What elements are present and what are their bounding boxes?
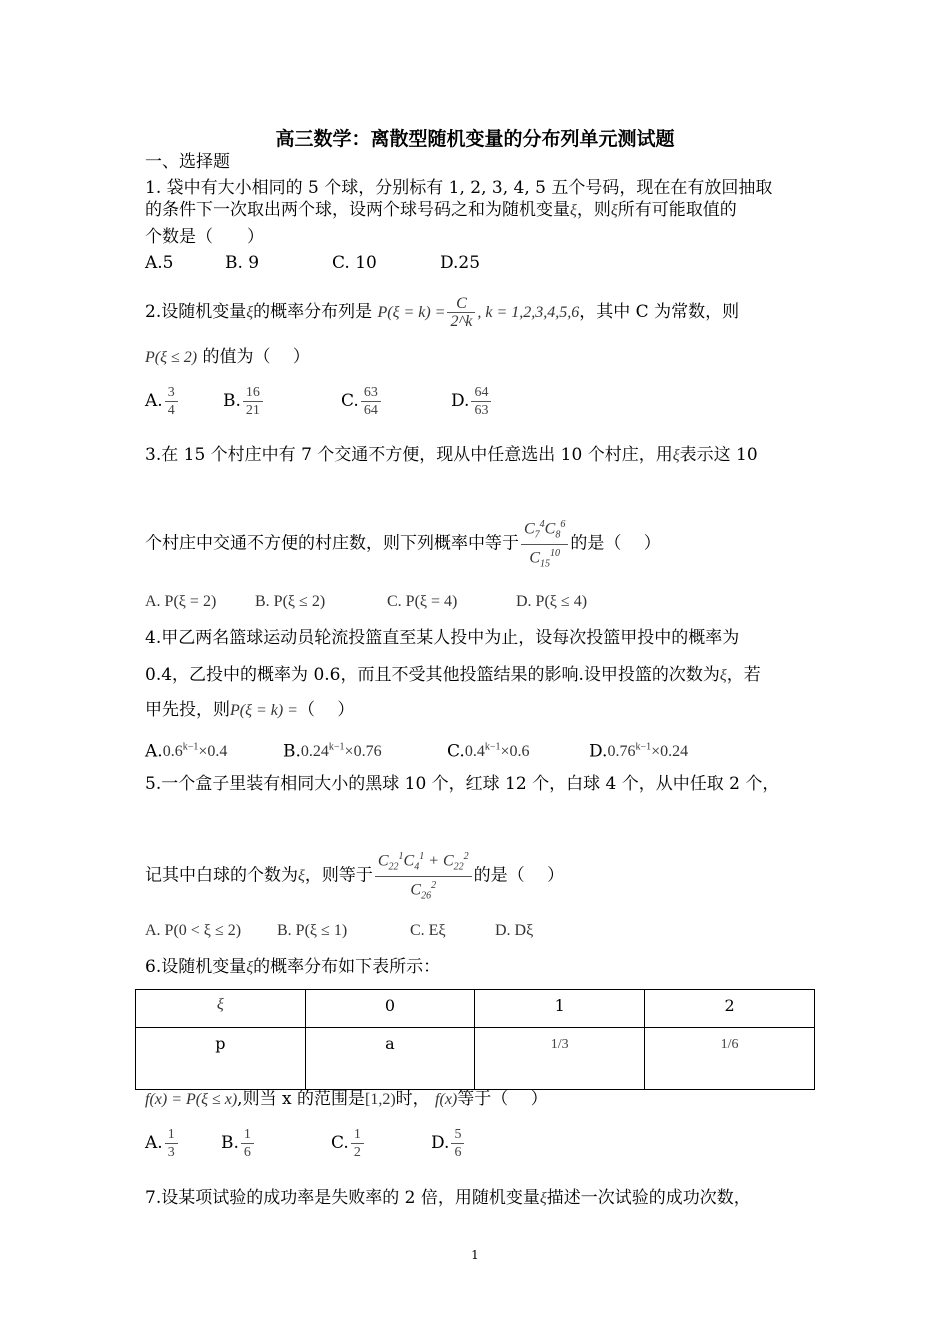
q4-option-a: $A.0.6^{k-1}\times 0.4$ <box>145 741 228 762</box>
q2-line2: P(ξ ≤ 2) 的值为（ ） <box>145 347 310 367</box>
q1-line1: 1. 袋中有大小相同的 5 个球，分别标有 1, 2, 3, 4, 5 五个号码，现在在有放回抽取 <box>145 178 773 198</box>
table-cell: a <box>305 1028 475 1090</box>
q3-option-d: D. P(ξ ≤ 4) <box>516 593 588 610</box>
q3-options <box>145 589 587 614</box>
q3-line2: 个村庄中交通不方便的村庄数，则下列概率中等于 $\frac{C_7^4C_8^6}{C_{15}^{10}}$ 的是（ ） <box>145 516 661 572</box>
table-row <box>136 1028 815 1090</box>
q2-fraction: $\frac{C}{2\^{}k}$ <box>447 295 475 330</box>
q5-line1: 5.一个盒子里装有相同大小的黑球 10 个，红球 12 个，白球 4 个，从中任取 2 个， <box>145 774 780 794</box>
q1-line3: 个数是（ ） <box>145 227 264 247</box>
q2-option-b: B. $\frac{16}{21}$ <box>223 384 341 419</box>
table-cell: p <box>136 1028 306 1090</box>
q2-option-d: D. $\frac{64}{63}$ <box>451 384 493 419</box>
table-cell: 2 <box>645 990 815 1028</box>
page-number: 1 <box>471 1248 479 1262</box>
q5-options <box>145 918 533 943</box>
q1-line2: 的条件下一次取出两个球，设两个球号码之和为随机变量ξ，则ξ所有可能取值的 <box>145 200 737 220</box>
q2-options <box>145 384 493 419</box>
q4-option-b: $B.0.24^{k-1}\times 0.76$ <box>283 741 382 762</box>
table-cell: 0 <box>305 990 475 1028</box>
q5-option-b: B. P(ξ ≤ 1) <box>277 922 348 939</box>
q1-options <box>145 251 480 275</box>
q6-option-b: B. $\frac{1}{6}$ <box>221 1126 331 1161</box>
q3-line1: 3.在 15 个村庄中有 7 个交通不方便，现从中任意选出 10 个村庄，用ξ表示这 10 <box>145 445 758 465</box>
q2-option-c: C. $\frac{63}{64}$ <box>341 384 451 419</box>
q5-option-a: A. P(0 < ξ ≤ 2) <box>145 922 242 939</box>
q5-line2: 记其中白球的个数为ξ，则等于 $\frac{C_{22}^1C_4^1 + C_{22}^2}{C_{26}^2}$ 的是（ ） <box>145 848 564 904</box>
q4-options <box>145 736 688 764</box>
table-cell: 1 <box>475 990 645 1028</box>
q3-option-b: B. P(ξ ≤ 2) <box>255 593 326 610</box>
q6-option-a: A. $\frac{1}{3}$ <box>145 1126 221 1161</box>
q6-options <box>145 1126 466 1161</box>
q1-option-a: A.5 <box>145 253 174 273</box>
table-header-row <box>136 990 815 1028</box>
distribution-table <box>135 989 815 1090</box>
q4-line3: 甲先投，则P(ξ = k) =（ ） <box>145 700 355 720</box>
q5-combination-fraction: $\frac{C_{22}^1C_4^1 + C_{22}^2}{C_{26}^2}$ <box>375 848 472 904</box>
q4-line2: 0.4，乙投中的概率为 0.6，而且不受其他投篮结果的影响.设甲投篮的次数为ξ，若 <box>145 665 761 685</box>
q3-option-a: A. P(ξ = 2) <box>145 593 217 610</box>
table-cell: ξ <box>136 990 306 1028</box>
q4-line1: 4.甲乙两名篮球运动员轮流投篮直至某人投中为止，设每次投篮甲投中的概率为 <box>145 628 740 648</box>
q4-option-d: $D.0.76^{k-1}\times 0.24$ <box>589 741 689 762</box>
q3-combination-fraction: $\frac{C_7^4C_8^6}{C_{15}^{10}}$ <box>521 516 568 572</box>
q1-option-b: B. 9 <box>225 253 260 273</box>
q6-option-c: C. $\frac{1}{2}$ <box>331 1126 431 1161</box>
section-heading: 一、选择题 <box>145 152 230 172</box>
q1-option-d: D.25 <box>440 253 481 273</box>
q6-condition-line: f(x) = P(ξ ≤ x),则当 x 的范围是[1,2)时， f(x)等于（ ） <box>145 1089 548 1109</box>
q5-option-c: C. Eξ <box>410 922 446 939</box>
q2-option-a: A. $\frac{3}{4}$ <box>145 384 223 419</box>
q6-line1: 6.设随机变量ξ的概率分布如下表所示： <box>145 957 441 977</box>
page-title: 高三数学：离散型随机变量的分布列单元测试题 <box>275 128 675 150</box>
table-cell: 1/6 <box>645 1028 815 1090</box>
q4-option-c: $C.0.4^{k-1}\times 0.6$ <box>447 741 530 762</box>
q7-line1: 7.设某项试验的成功率是失败率的 2 倍，用随机变量ξ描述一次试验的成功次数， <box>145 1188 751 1208</box>
q5-option-d: D. Dξ <box>495 922 534 939</box>
q1-option-c: C. 10 <box>332 253 377 273</box>
table-cell: 1/3 <box>475 1028 645 1090</box>
q6-option-d: D. $\frac{5}{6}$ <box>431 1126 466 1161</box>
q2-line1: 2.设随机变量ξ的概率分布列是 P(ξ = k) = $\frac{C}{2\^{}k}$ , k = 1,2,3,4,5,6，其中 C 为常数，则 <box>145 295 740 330</box>
q3-option-c: C. P(ξ = 4) <box>387 593 458 610</box>
